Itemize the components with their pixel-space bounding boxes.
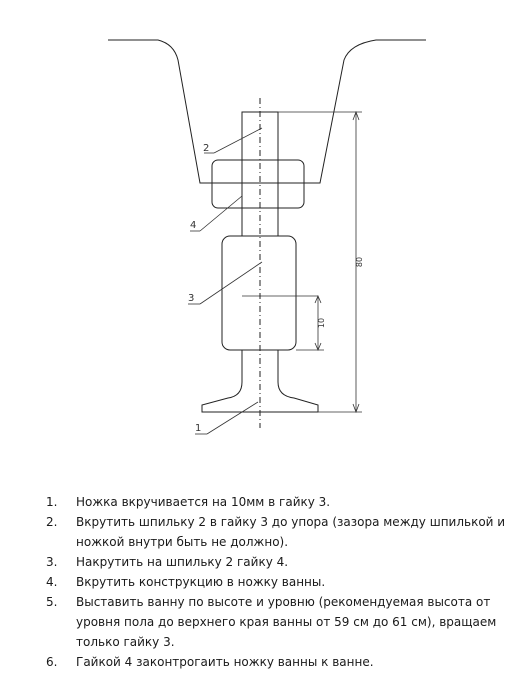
dimension-10-label: 10: [317, 317, 326, 329]
instruction-step: [46, 652, 506, 672]
step-text: Ножка вкручивается на 10мм в гайку 3.: [76, 495, 331, 509]
step-text: Выставить ванну по высоте и уровню (рекомендуемая высота от уровня пола до верхнего края ванны от 59 см до 61 см), вращаем только гайку 3.: [76, 595, 497, 649]
step-number: 2.: [46, 515, 58, 529]
step-number: 1.: [46, 495, 58, 509]
step-text: Вкрутить конструкцию в ножку ванны.: [76, 575, 326, 589]
instruction-step: [46, 592, 506, 652]
step-number: 6.: [46, 655, 58, 669]
dimension-thread-depth: [296, 296, 326, 350]
callout-3-label: 3: [188, 293, 195, 304]
instruction-step: [46, 492, 506, 512]
callout-2-label: 2: [203, 143, 210, 154]
step-text: Гайкой 4 законтрогаить ножку ванны к ванне.: [76, 655, 374, 669]
callout-4-label: 4: [190, 220, 197, 231]
instruction-step: [46, 552, 506, 572]
step-number: 5.: [46, 595, 58, 609]
callout-3: [188, 262, 262, 304]
callout-2: [203, 128, 262, 154]
dimension-total-height: [278, 112, 364, 412]
callout-1-label: 1: [195, 423, 202, 434]
step-number: 3.: [46, 555, 58, 569]
assembly-instructions-list: [46, 492, 506, 672]
nut-part-4: [212, 160, 304, 208]
instruction-step: [46, 512, 506, 552]
nut-part-3: [222, 236, 296, 350]
step-text: Вкрутить шпильку 2 в гайку 3 до упора (зазора между шпилькой и ножкой внутри быть не должно).: [76, 515, 506, 549]
step-number: 4.: [46, 575, 58, 589]
callout-4: [190, 196, 242, 231]
dimension-80-label: 80: [355, 256, 364, 268]
callout-1: [195, 402, 258, 434]
step-text: Накрутить на шпильку 2 гайку 4.: [76, 555, 289, 569]
instruction-step: [46, 572, 506, 592]
